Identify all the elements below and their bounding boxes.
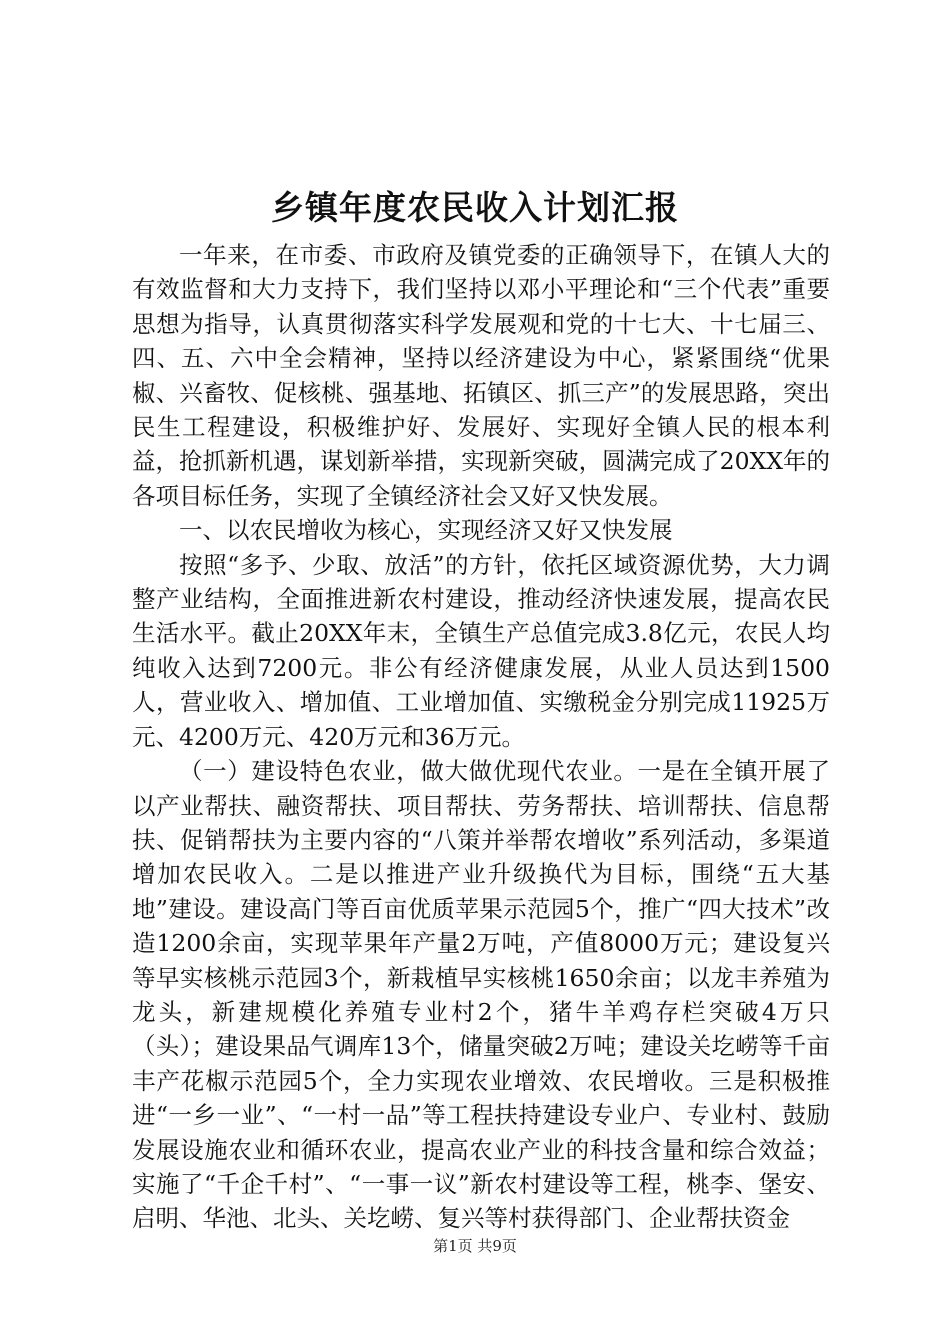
document-title: 乡镇年度农民收入计划汇报 — [271, 188, 679, 227]
paragraph-section-1: 按照“多予、少取、放活”的方针，依托区域资源优势，大力调整产业结构，全面推进新农村建设，推动经济快速发展，提高农民生活水平。截止20XX年末，全镇生产总值完成3.8亿元，农民人均纯收入达到7200元。非公有经济健康发展，从业人员达到1500人，营业收入、增加值、工业增加值、实缴税金分别完成11925万元、4200万元、420万元和36万元。 — [132, 550, 830, 751]
paragraph-subsection-1: （一）建设特色农业，做大做优现代农业。一是在全镇开展了以产业帮扶、融资帮扶、项目帮扶、劳务帮扶、培训帮扶、信息帮扶、促销帮扶为主要内容的“八策并举帮农增收”系列活动，多渠道增加农民收入。二是以推进产业升级换代为目标，围绕“五大基地”建设。建设高门等百亩优质苹果示范园5个，推广“四大技术”改造1200余亩，实现苹果年产量2万吨，产值8000万元；建设复兴等早实核桃示范园3个，新栽植早实核桃1650余亩；以龙丰养殖为龙头，新建规模化养殖专业村2个，猪牛羊鸡存栏突破4万只（头）；建设果品气调库13个，储量突破2万吨；建设关圪崂等千亩丰产花椒示范园5个，全力实现农业增效、农民增收。三是积极推进“一乡一业”、“一村一品”等工程扶持建设专业户、专业村、鼓励发展设施农业和循环农业，提高农业产业的科技含量和综合效益；实施了“千企千村”、“一事一议”新农村建设等工程，桃李、堡安、启明、华池、北头、关圪崂、复兴等村获得部门、企业帮扶资金 — [132, 757, 830, 1233]
section-heading-1: 一、以农民增收为核心，实现经济又好又快发展 — [179, 516, 673, 545]
page-footer: 第1页 共9页 — [433, 1237, 517, 1255]
paragraph-intro: 一年来，在市委、市政府及镇党委的正确领导下，在镇人大的有效监督和大力支持下，我们坚持以邓小平理论和“三个代表”重要思想为指导，认真贯彻落实科学发展观和党的十七大、十七届三、四、五、六中全会精神，坚持以经济建设为中心，紧紧围绕“优果椒、兴畜牧、促核桃、强基地、拓镇区、抓三产”的发展思路，突出民生工程建设，积极维护好、发展好、实现好全镇人民的根本利益，抢抓新机遇，谋划新举措，实现新突破，圆满完成了20XX年的各项目标任务，实现了全镇经济社会又好又快发展。 — [132, 241, 830, 510]
document-body — [132, 238, 830, 1236]
